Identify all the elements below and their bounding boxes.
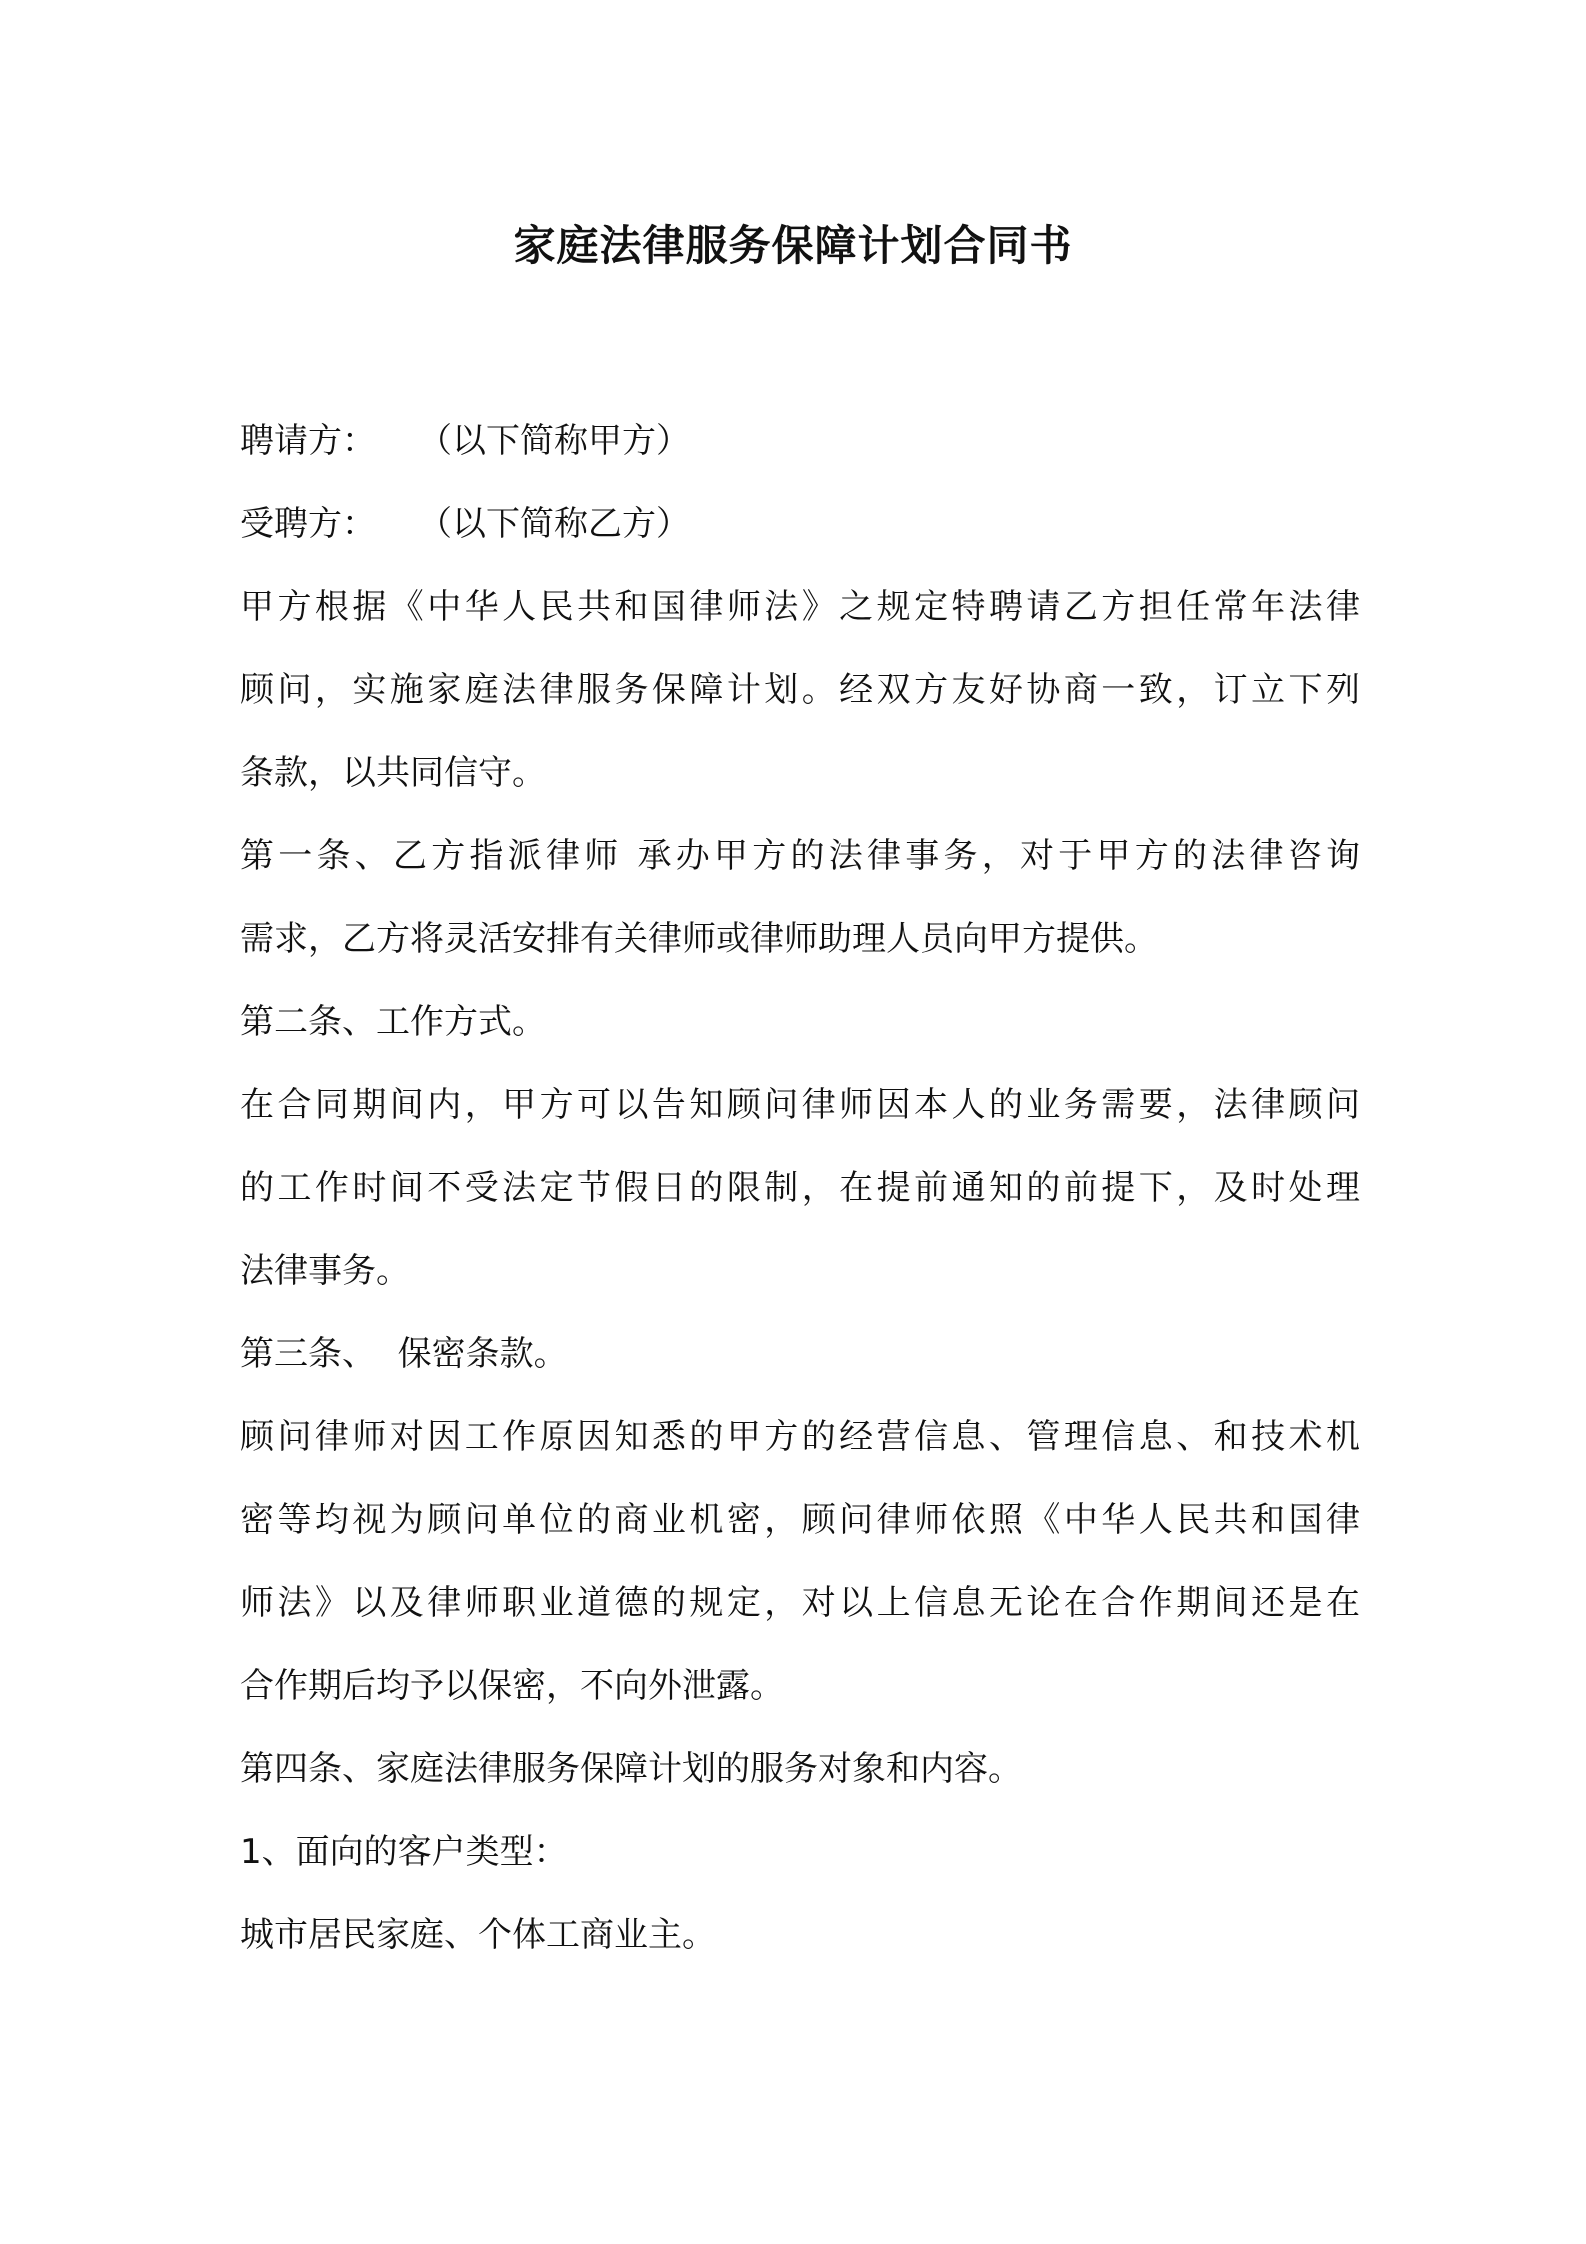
- article-2-heading: 第二条、工作方式。: [240, 1002, 546, 1042]
- article-3-heading: 第三条、 保密条款。: [240, 1334, 568, 1374]
- preamble-line-3: 条款，以共同信守。: [240, 753, 546, 793]
- article-4-item-1: 1、面向的客户类型：: [240, 1832, 568, 1872]
- party-employee-note: （以下简称乙方）: [418, 504, 690, 544]
- article-3-line-2: 密等均视为顾问单位的商业机密，顾问律师依照《中华人民共和国律: [240, 1500, 1360, 1540]
- article-2-line-3: 法律事务。: [240, 1251, 410, 1291]
- document-title: 家庭法律服务保障计划合同书: [513, 221, 1073, 270]
- article-4-heading: 第四条、家庭法律服务保障计划的服务对象和内容。: [240, 1749, 1022, 1789]
- preamble-line-1: 甲方根据《中华人民共和国律师法》之规定特聘请乙方担任常年法律: [240, 587, 1360, 627]
- party-employer-label: 聘请方：: [240, 421, 376, 461]
- article-3-line-3: 师法》以及律师职业道德的规定，对以上信息无论在合作期间还是在: [240, 1583, 1360, 1623]
- party-employee: [240, 483, 1360, 566]
- party-employer: [240, 400, 1360, 483]
- article-1-line-1: 第一条、乙方指派律师 承办甲方的法律事务，对于甲方的法律咨询: [240, 836, 1360, 876]
- preamble-line-2: 顾问，实施家庭法律服务保障计划。经双方友好协商一致，订立下列: [240, 670, 1360, 710]
- article-3-line-1: 顾问律师对因工作原因知悉的甲方的经营信息、管理信息、和技术机: [240, 1417, 1360, 1457]
- article-4-item-1-detail: 城市居民家庭、个体工商业主。: [240, 1915, 716, 1955]
- article-1-line-2: 需求，乙方将灵活安排有关律师或律师助理人员向甲方提供。: [240, 919, 1158, 959]
- article-2-line-1: 在合同期间内，甲方可以告知顾问律师因本人的业务需要，法律顾问: [240, 1085, 1360, 1125]
- article-2-line-2: 的工作时间不受法定节假日的限制，在提前通知的前提下，及时处理: [240, 1168, 1360, 1208]
- article-3-line-4: 合作期后均予以保密，不向外泄露。: [240, 1666, 784, 1706]
- party-employee-label: 受聘方：: [240, 504, 376, 544]
- party-employer-note: （以下简称甲方）: [418, 421, 690, 461]
- document-body: [240, 400, 1360, 1977]
